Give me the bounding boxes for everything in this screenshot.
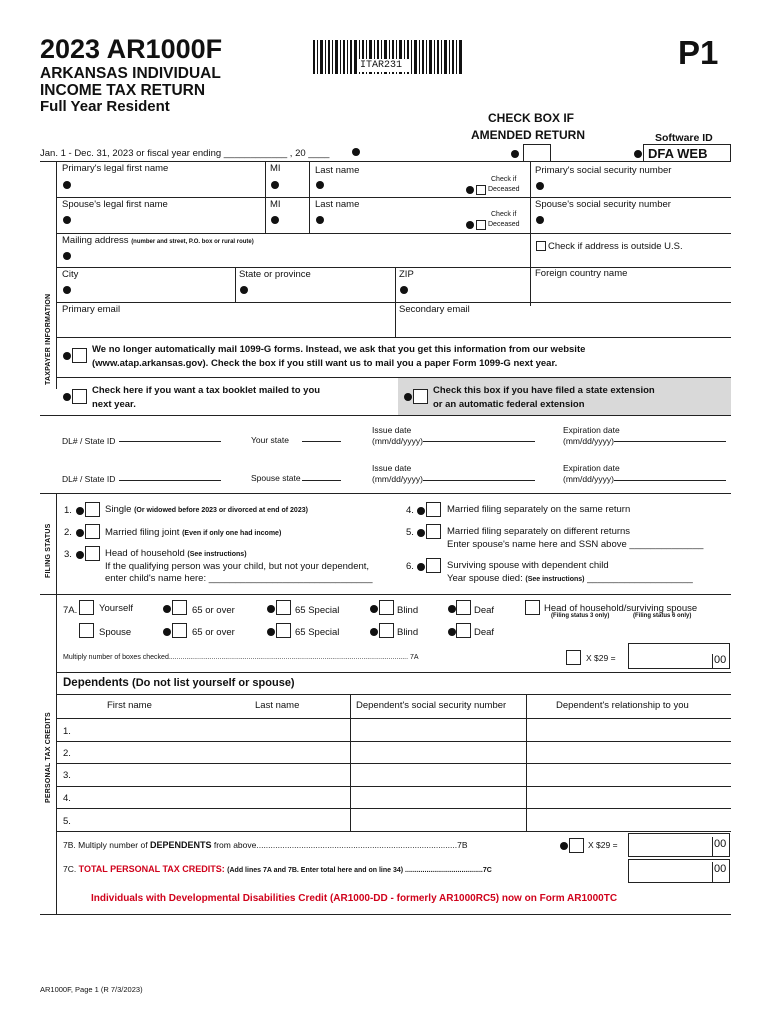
notice-line1: We no longer automatically mail 1099-G forms. Instead, we ask that you get this information from our website bbox=[92, 344, 586, 355]
yourself-65-checkbox[interactable] bbox=[172, 600, 187, 615]
check-if-label: Check if bbox=[491, 176, 517, 183]
outside-us-label: Check if address is outside U.S. bbox=[548, 241, 683, 252]
dl-label: DL# / State ID bbox=[62, 436, 116, 446]
status-mfs-diff-checkbox[interactable] bbox=[426, 524, 441, 539]
tax-period[interactable]: Jan. 1 - Dec. 31, 2023 or fiscal year ending ____________ , 20 ____ bbox=[40, 148, 330, 159]
col-relationship: Dependent's relationship to you bbox=[556, 700, 689, 711]
bullet-icon bbox=[370, 605, 378, 613]
rule bbox=[56, 672, 731, 673]
bullet-icon bbox=[400, 286, 408, 294]
tax-booklet-checkbox[interactable] bbox=[72, 389, 87, 404]
year-died-label: Year spouse died: bbox=[447, 573, 523, 584]
bullet-icon bbox=[63, 216, 71, 224]
count-7a-box[interactable] bbox=[566, 650, 581, 665]
subtitle: Full Year Resident bbox=[40, 98, 170, 115]
yourself-blind-label: Blind bbox=[397, 605, 419, 616]
dependent-row-5[interactable]: 5. bbox=[63, 816, 71, 827]
mailing-note: (number and street, P.O. box or rural route) bbox=[131, 239, 254, 245]
rule bbox=[235, 267, 236, 302]
dependents-title-text: Dependents bbox=[63, 677, 129, 689]
check-if-label: Check if bbox=[491, 211, 517, 218]
rule bbox=[56, 786, 731, 787]
rule bbox=[56, 233, 731, 234]
extension-checkbox[interactable] bbox=[413, 389, 428, 404]
expiration-date-label: Expiration date bbox=[563, 425, 620, 435]
yourself-65special-checkbox[interactable] bbox=[276, 600, 291, 615]
expiration-date-label: Expiration date bbox=[563, 463, 620, 473]
dependents-title bbox=[63, 677, 295, 689]
spouse-checkbox[interactable] bbox=[79, 623, 94, 638]
spouse-deaf-checkbox[interactable] bbox=[456, 623, 471, 638]
dependent-row-1[interactable]: 1. bbox=[63, 726, 71, 737]
status-hoh-text: Head of household bbox=[105, 548, 185, 559]
spouse-blind-label: Blind bbox=[397, 627, 419, 638]
rule bbox=[40, 415, 731, 416]
outside-us-checkbox[interactable] bbox=[536, 241, 546, 251]
col-first-name: First name bbox=[107, 700, 152, 711]
line-7b-bold: DEPENDENTS bbox=[149, 840, 212, 850]
bullet-icon bbox=[63, 286, 71, 294]
status-mfj-checkbox[interactable] bbox=[85, 524, 100, 539]
status-hoh-note: (See instructions) bbox=[187, 551, 247, 558]
expiration-date-primary-field[interactable] bbox=[614, 441, 726, 442]
status-surviving-year-field[interactable] bbox=[447, 573, 693, 584]
yourself-deaf-label: Deaf bbox=[474, 605, 495, 616]
dependents-note: (Do not list yourself or spouse) bbox=[132, 677, 295, 689]
bullet-icon bbox=[536, 182, 544, 190]
line-7c-red: TOTAL PERSONAL TAX CREDITS: bbox=[78, 864, 225, 874]
bullet-icon bbox=[316, 181, 324, 189]
title-line2: INCOME TAX RETURN bbox=[40, 82, 206, 99]
rule bbox=[712, 837, 713, 857]
rule bbox=[56, 594, 57, 914]
booklet-line2: next year. bbox=[92, 399, 136, 410]
spouse-state-field[interactable] bbox=[302, 480, 341, 481]
bullet-icon bbox=[466, 186, 474, 194]
hoh-surviving-label: Head of household/surviving spouse bbox=[544, 603, 698, 614]
line-7b-post: from above.....................................................................................7B bbox=[213, 840, 468, 850]
spouse-65special-checkbox[interactable] bbox=[276, 623, 291, 638]
line-7c-pre: 7C. bbox=[63, 864, 77, 874]
line-7c-post: (Add lines 7A and 7B. Enter total here and on line 34) ........................................7C bbox=[227, 867, 492, 874]
fs6-note: (Filing status 6 only) bbox=[633, 613, 692, 619]
fs3-note: (Filing status 3 only) bbox=[551, 613, 610, 619]
bullet-icon bbox=[240, 286, 248, 294]
status-hoh-checkbox[interactable] bbox=[85, 546, 100, 561]
amended-line1: CHECK BOX IF bbox=[488, 111, 575, 125]
bullet-icon bbox=[163, 605, 171, 613]
page-footer: AR1000F, Page 1 (R 7/3/2023) bbox=[40, 985, 143, 994]
bullet-icon bbox=[271, 216, 279, 224]
issue-date-format: (mm/dd/yyyy) bbox=[372, 474, 423, 484]
dd-credit-notice: Individuals with Developmental Disabilities Credit (AR1000-DD - formerly AR1000RC5) now on Form AR1000TC bbox=[91, 893, 618, 904]
rule bbox=[56, 267, 731, 268]
bullet-icon bbox=[536, 216, 544, 224]
dl-spouse-field[interactable] bbox=[119, 480, 221, 481]
credits-side-label: PERSONAL TAX CREDITS bbox=[45, 712, 52, 803]
rule bbox=[56, 763, 731, 764]
col-ssn: Dependent's social security number bbox=[356, 700, 507, 711]
col-last-name: Last name bbox=[255, 700, 300, 711]
spouse-mi-label: MI bbox=[270, 199, 281, 210]
bullet-icon bbox=[63, 252, 71, 260]
bullet-icon bbox=[404, 393, 412, 401]
status-single-text: Single bbox=[105, 504, 132, 515]
status-surviving-label: Surviving spouse with dependent child bbox=[447, 560, 609, 571]
bullet-icon bbox=[417, 529, 425, 537]
spouse-deaf-label: Deaf bbox=[474, 627, 495, 638]
primary-ssn-label: Primary's social security number bbox=[535, 165, 672, 176]
status-mfj-label bbox=[105, 527, 281, 538]
your-state-field[interactable] bbox=[302, 441, 341, 442]
times-29-label: X $29 = bbox=[588, 840, 618, 850]
mailing-label bbox=[62, 235, 254, 246]
primary-mi-label: MI bbox=[270, 163, 281, 174]
secondary-email-label: Secondary email bbox=[399, 304, 470, 315]
rule bbox=[40, 493, 731, 494]
status-mfs-diff-label: Married filing separately on different returns bbox=[447, 526, 631, 537]
times-29-label: X $29 = bbox=[586, 653, 616, 663]
bullet-icon bbox=[76, 529, 84, 537]
state-label: State or province bbox=[239, 269, 311, 280]
barcode-text: ITAR231 bbox=[360, 60, 403, 71]
bullet-icon bbox=[163, 628, 171, 636]
bullet-icon bbox=[417, 563, 425, 571]
amended-checkbox[interactable] bbox=[523, 144, 551, 162]
filing-side-label: FILING STATUS bbox=[45, 523, 52, 578]
extension-line1: Check this box if you have filed a state extension bbox=[433, 385, 655, 396]
status-hoh-child-field[interactable]: enter child's name here: _______________________________ bbox=[105, 573, 373, 584]
spouse-state-label: Spouse state bbox=[251, 473, 301, 483]
hoh-surviving-checkbox[interactable] bbox=[525, 600, 540, 615]
page-code: P1 bbox=[678, 34, 719, 71]
your-state-label: Your state bbox=[251, 435, 289, 445]
zip-label: ZIP bbox=[399, 269, 414, 280]
deceased-label: Deceased bbox=[488, 221, 520, 228]
primary-deceased-checkbox[interactable] bbox=[476, 185, 486, 195]
spouse-last-label: Last name bbox=[315, 199, 360, 210]
deceased-label: Deceased bbox=[488, 186, 520, 193]
status-6-number: 6. bbox=[406, 561, 414, 572]
mailing-label-text: Mailing address bbox=[62, 235, 129, 246]
yourself-label: Yourself bbox=[99, 603, 133, 614]
rule bbox=[56, 493, 57, 594]
issue-date-label: Issue date bbox=[372, 425, 412, 435]
bullet-icon bbox=[448, 628, 456, 636]
rule bbox=[56, 741, 731, 742]
yourself-65special-label: 65 Special bbox=[295, 605, 340, 616]
yourself-checkbox[interactable] bbox=[79, 600, 94, 615]
status-mfs-same-checkbox[interactable] bbox=[426, 502, 441, 517]
status-1-number: 1. bbox=[64, 505, 72, 516]
dependent-row-3[interactable]: 3. bbox=[63, 770, 71, 781]
dl-label: DL# / State ID bbox=[62, 474, 116, 484]
line-7b-label bbox=[63, 840, 468, 850]
multiply-7a-label: Multiply number of boxes checked........................................................................................................................... 7A bbox=[63, 654, 419, 661]
issue-date-format: (mm/dd/yyyy) bbox=[372, 436, 423, 446]
amount-7c-cents: 00 bbox=[714, 863, 727, 875]
bullet-icon bbox=[63, 352, 71, 360]
status-2-number: 2. bbox=[64, 527, 72, 538]
notice-line2: (www.atap.arkansas.gov). Check the box if you still want us to mail you a paper Form 1099-G next year. bbox=[92, 358, 558, 369]
status-hoh-line2: If the qualifying person was your child, but not your dependent, bbox=[105, 561, 370, 572]
spouse-blind-checkbox[interactable] bbox=[379, 623, 394, 638]
bullet-icon bbox=[271, 181, 279, 189]
bullet-icon bbox=[76, 551, 84, 559]
rule bbox=[56, 808, 731, 809]
spouse-deceased-checkbox[interactable] bbox=[476, 220, 486, 230]
status-single-note: (Or widowed before 2023 or divorced at end of 2023) bbox=[134, 507, 308, 514]
rule bbox=[56, 161, 57, 389]
rule bbox=[40, 161, 731, 162]
rule bbox=[56, 694, 731, 695]
status-4-number: 4. bbox=[406, 505, 414, 516]
software-id-label: Software ID bbox=[655, 132, 713, 144]
spouse-65-checkbox[interactable] bbox=[172, 623, 187, 638]
spouse-65special-label: 65 Special bbox=[295, 627, 340, 638]
amount-7b-cents: 00 bbox=[714, 838, 727, 850]
year-died-note: (See instructions) bbox=[525, 576, 585, 583]
bullet-icon bbox=[511, 150, 519, 158]
primary-last-label: Last name bbox=[315, 165, 360, 176]
primary-first-label: Primary's legal first name bbox=[62, 163, 169, 174]
taxpayer-side-label: TAXPAYER INFORMATION bbox=[45, 293, 52, 385]
line-7a-label: 7A. bbox=[63, 605, 78, 616]
bullet-icon bbox=[370, 628, 378, 636]
status-mfj-text: Married filing joint bbox=[105, 527, 180, 538]
spouse-65-label: 65 or over bbox=[192, 627, 235, 638]
line-7c-label bbox=[63, 864, 492, 874]
bullet-icon bbox=[560, 842, 568, 850]
yourself-65-label: 65 or over bbox=[192, 605, 235, 616]
status-mfs-diff-spouse-field[interactable]: Enter spouse's name here and SSN above ______________ bbox=[447, 539, 704, 550]
status-mfs-same-label: Married filing separately on the same return bbox=[447, 504, 631, 515]
rule bbox=[40, 594, 731, 595]
bullet-icon bbox=[352, 148, 360, 156]
yourself-blind-checkbox[interactable] bbox=[379, 600, 394, 615]
amount-7a-cents: 00 bbox=[714, 654, 727, 666]
bullet-icon bbox=[267, 628, 275, 636]
rule bbox=[56, 197, 731, 198]
year-died-blank: ____________________ bbox=[587, 573, 693, 584]
count-7b-box[interactable] bbox=[569, 838, 584, 853]
form-id: 2023 AR1000F bbox=[40, 34, 223, 64]
status-3-number: 3. bbox=[64, 549, 72, 560]
dependent-row-2[interactable]: 2. bbox=[63, 748, 71, 759]
expiration-date-spouse-field[interactable] bbox=[614, 480, 726, 481]
rule bbox=[712, 862, 713, 883]
status-single-checkbox[interactable] bbox=[85, 502, 100, 517]
dl-primary-field[interactable] bbox=[119, 441, 221, 442]
title-line1: ARKANSAS INDIVIDUAL bbox=[40, 65, 221, 82]
bullet-icon bbox=[417, 507, 425, 515]
dependent-row-4[interactable]: 4. bbox=[63, 793, 71, 804]
rule bbox=[56, 337, 731, 338]
bullet-icon bbox=[76, 507, 84, 515]
rule bbox=[712, 654, 713, 669]
spouse-ssn-label: Spouse's social security number bbox=[535, 199, 671, 210]
issue-date-spouse-field[interactable] bbox=[423, 480, 535, 481]
rule bbox=[56, 302, 731, 303]
city-label: City bbox=[62, 269, 79, 280]
status-hoh-label bbox=[105, 548, 247, 559]
spouse-label: Spouse bbox=[99, 627, 132, 638]
bullet-icon bbox=[63, 393, 71, 401]
foreign-label: Foreign country name bbox=[535, 268, 628, 279]
rule bbox=[56, 718, 731, 719]
issue-date-primary-field[interactable] bbox=[423, 441, 535, 442]
expiration-date-format: (mm/dd/yyyy) bbox=[563, 474, 614, 484]
software-id-value: DFA WEB bbox=[648, 146, 708, 161]
mail-1099g-checkbox[interactable] bbox=[72, 348, 87, 363]
status-mfj-note: (Even if only one had income) bbox=[182, 530, 282, 537]
bullet-icon bbox=[448, 605, 456, 613]
status-5-number: 5. bbox=[406, 527, 414, 538]
bullet-icon bbox=[63, 181, 71, 189]
primary-email-label: Primary email bbox=[62, 304, 121, 315]
amended-line2: AMENDED RETURN bbox=[471, 128, 585, 142]
bullet-icon bbox=[634, 150, 642, 158]
bullet-icon bbox=[466, 221, 474, 229]
spouse-first-label: Spouse's legal first name bbox=[62, 199, 168, 210]
rule bbox=[40, 914, 731, 915]
extension-line2: or an automatic federal extension bbox=[433, 399, 585, 410]
bullet-icon bbox=[316, 216, 324, 224]
status-surviving-checkbox[interactable] bbox=[426, 558, 441, 573]
bullet-icon bbox=[267, 605, 275, 613]
expiration-date-format: (mm/dd/yyyy) bbox=[563, 436, 614, 446]
line-7b-pre: 7B. Multiply number of bbox=[63, 840, 148, 850]
status-single-label bbox=[105, 504, 308, 515]
yourself-deaf-checkbox[interactable] bbox=[456, 600, 471, 615]
booklet-line1: Check here if you want a tax booklet mailed to you bbox=[92, 385, 321, 396]
issue-date-label: Issue date bbox=[372, 463, 412, 473]
rule bbox=[56, 831, 731, 832]
